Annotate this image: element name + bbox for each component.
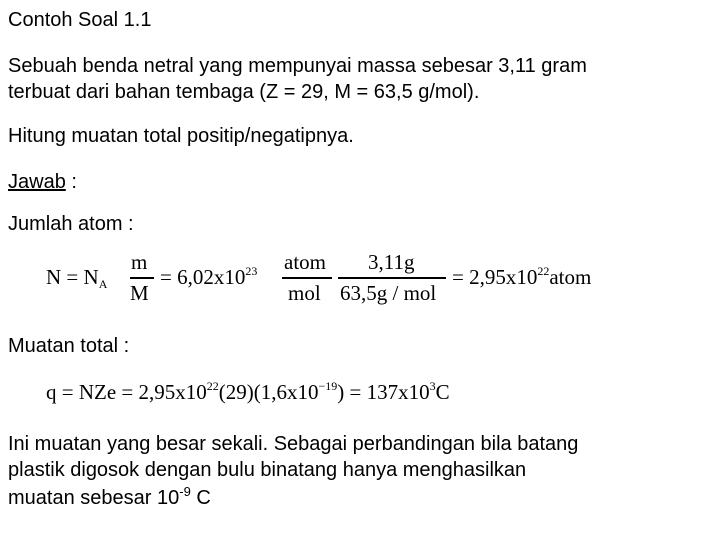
eq-lhs: $N = N_A$	[46, 265, 108, 291]
atom-count-label: Jumlah atom :	[8, 213, 134, 235]
total-charge-equation	[46, 380, 646, 408]
frac1-line	[130, 277, 154, 279]
total-charge-label: Muatan total :	[8, 335, 130, 357]
frac3-denominator: 63,5g / mol	[340, 281, 437, 305]
heading: Contoh Soal 1.1	[8, 9, 152, 31]
problem-line-1: Sebuah benda netral yang mempunyai massa sebesar 3,11 gram	[8, 55, 587, 77]
frac3-numerator: 3,11g	[368, 250, 415, 274]
frac1-denominator: M	[130, 281, 149, 305]
frac2-numerator: atom	[284, 250, 326, 274]
frac3-line	[338, 277, 446, 279]
charge-part-3: ) = 137x10	[337, 380, 430, 404]
charge-exp-3: 3	[429, 379, 436, 393]
question: Hitung muatan total positip/negatipnya.	[8, 125, 354, 147]
conclusion-line-2: plastik digosok dengan bulu binatang hanya menghasilkan	[8, 459, 527, 481]
answer-colon: :	[65, 171, 77, 193]
eq1-value: = $6,02x10^{23}$	[160, 264, 258, 289]
charge-exp-1: 22	[206, 379, 219, 393]
answer-label: Jawab	[8, 171, 66, 193]
frac2-denominator: mol	[288, 281, 321, 305]
frac2-line	[282, 277, 332, 279]
eq2-value: = $2,95x10^{22}atom$	[452, 264, 592, 289]
charge-exp-2: −19	[318, 379, 338, 393]
frac1-numerator: m	[131, 250, 148, 274]
conclusion-exponent: -9	[179, 484, 191, 499]
conclusion-line-1: Ini muatan yang besar sekali. Sebagai perbandingan bila batang	[8, 433, 579, 455]
charge-part-2: (29)(1,6x10	[218, 380, 319, 404]
answer-heading	[8, 170, 77, 194]
charge-part-1: q = NZe = 2,95x10	[46, 380, 207, 404]
charge-unit: C	[435, 380, 450, 404]
problem-line-2: terbuat dari bahan tembaga (Z = 29, M = 63,5 g/mol).	[8, 81, 480, 103]
atom-count-equation	[46, 250, 646, 310]
avogadro-subscript: A	[98, 277, 108, 291]
conclusion-line-3: muatan sebesar $10^{-9}$ C	[8, 484, 211, 509]
